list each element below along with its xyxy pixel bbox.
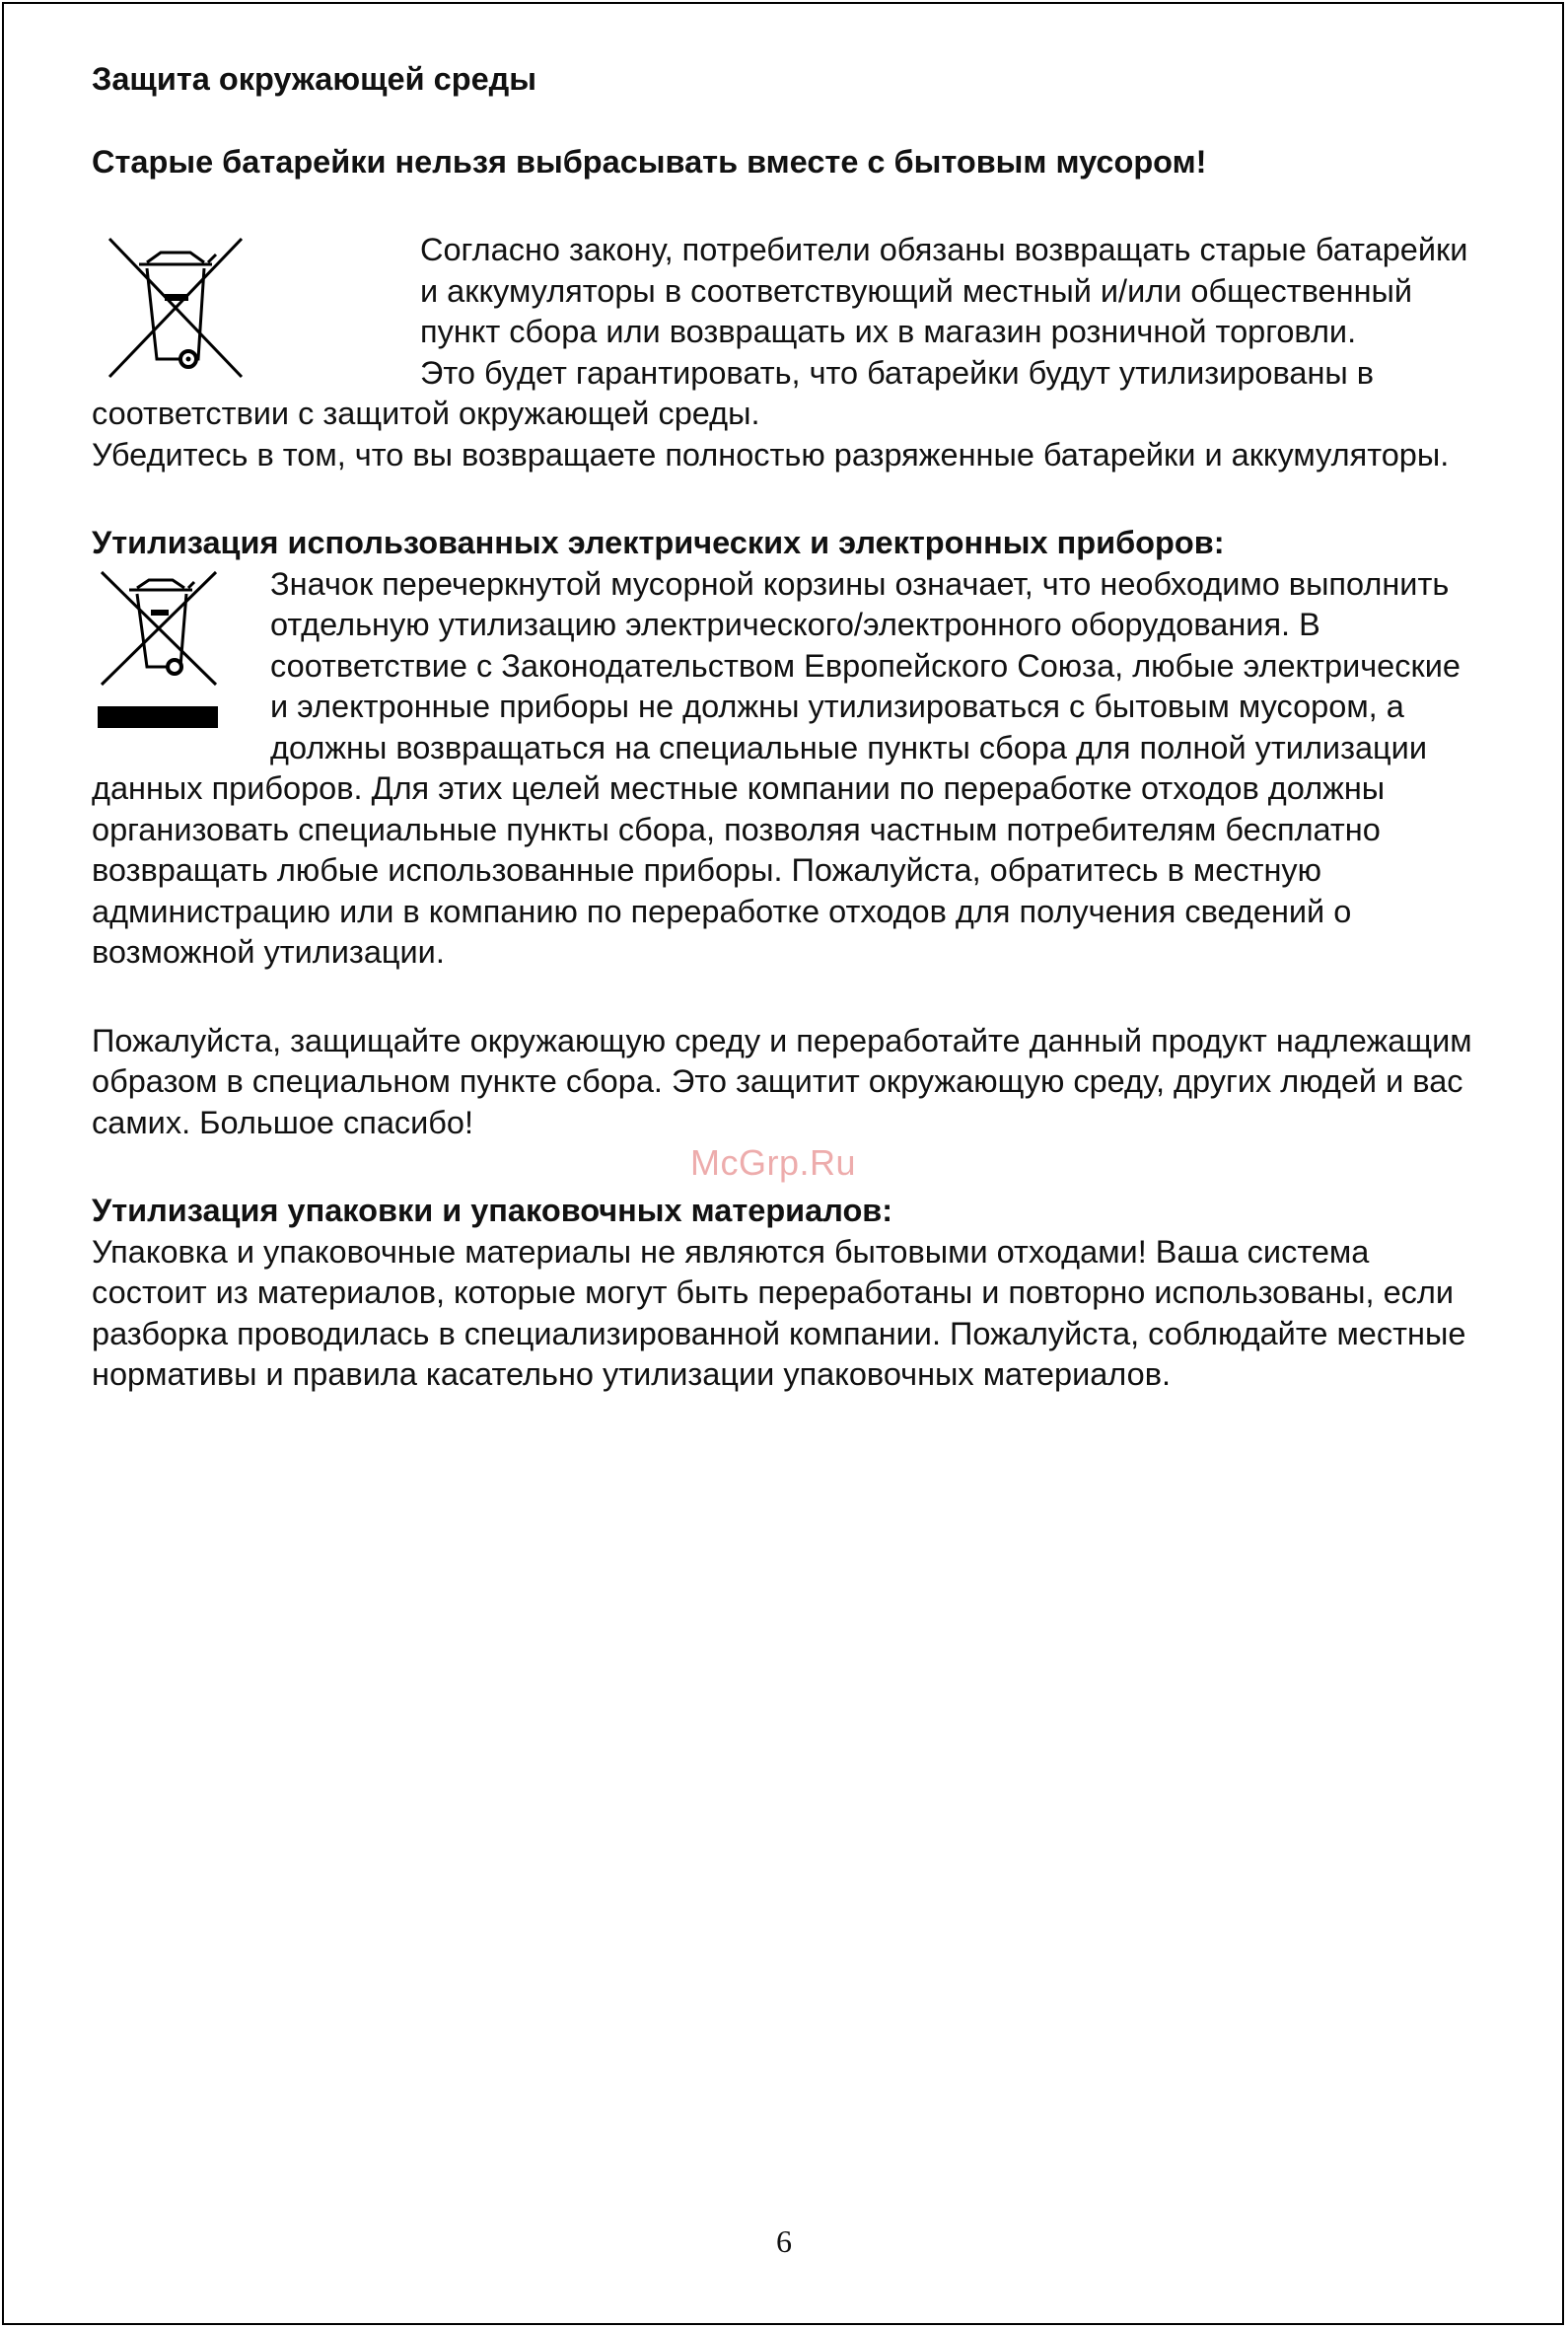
weee-paragraph-1: Значок перечеркнутой мусорной корзины означает, что необходимо выполнить отдельную утилизацию электрического/электронного оборудования. В соответствие с Законодательством Европейского Союза, любые электрические и электронные приборы не должны утилизироваться с бытовым мусором, а должны возвращаться на специальные пункты сбора для полной утилизации данных приборов. Для этих целей местные компании по переработке отходов должны организовать специальные пункты сбора, позволяя частным потребителям бесплатно возвращать любые использованные приборы. Пожалуйста, обратитесь в местную администрацию или в компанию по переработке отходов для получения сведений о возможной утилизации.: [92, 565, 1461, 970]
crossed-bin-icon: [100, 233, 248, 381]
section-title-environment: Защита окружающей среды: [92, 61, 537, 97]
packaging-paragraph: Упаковка и упаковочные материалы не являются бытовыми отходами! Ваша система состоит из материалов, которые могут быть переработаны и повторно использованы, если разборка проводилась в специализированной компании. Пожалуйста, соблюдайте местные нормативы и правила касательно утилизации упаковочных материалов.: [92, 1233, 1466, 1392]
watermark: McGrp.Ru: [690, 1142, 857, 1183]
weee-paragraph-2: Пожалуйста, защищайте окружающую среду и переработайте данный продукт надлежащим образом в специальном пункте сбора. Это защитит окружающую среду, других людей и вас самих. Большое спасибо!: [92, 1022, 1472, 1140]
section-title-weee: Утилизация использованных электрических и электронных приборов:: [92, 525, 1225, 560]
section-subtitle-batteries: Старые батарейки нельзя выбрасывать вместе с бытовым мусором!: [92, 143, 1207, 180]
crossed-bin-weee-icon: [98, 568, 221, 736]
batteries-paragraph-1: Согласно закону, потребители обязаны возвращать старые батарейки и аккумуляторы в соответствующий местный и/или общественный пункт сбора или возвращать их в магазин розничной торговли.: [420, 232, 1468, 349]
batteries-paragraph-3: Убедитесь в том, что вы возвращаете полностью разряженные батарейки и аккумуляторы.: [92, 436, 1450, 473]
page-number: 6: [776, 2223, 792, 2259]
document-body: [92, 59, 1472, 1396]
batteries-paragraph-2: Это будет гарантировать, что батарейки будут утилизированы в соответствии с защитой окружающей среды.: [92, 354, 1375, 431]
section-title-packaging: Утилизация упаковки и упаковочных материалов:: [92, 1193, 893, 1228]
